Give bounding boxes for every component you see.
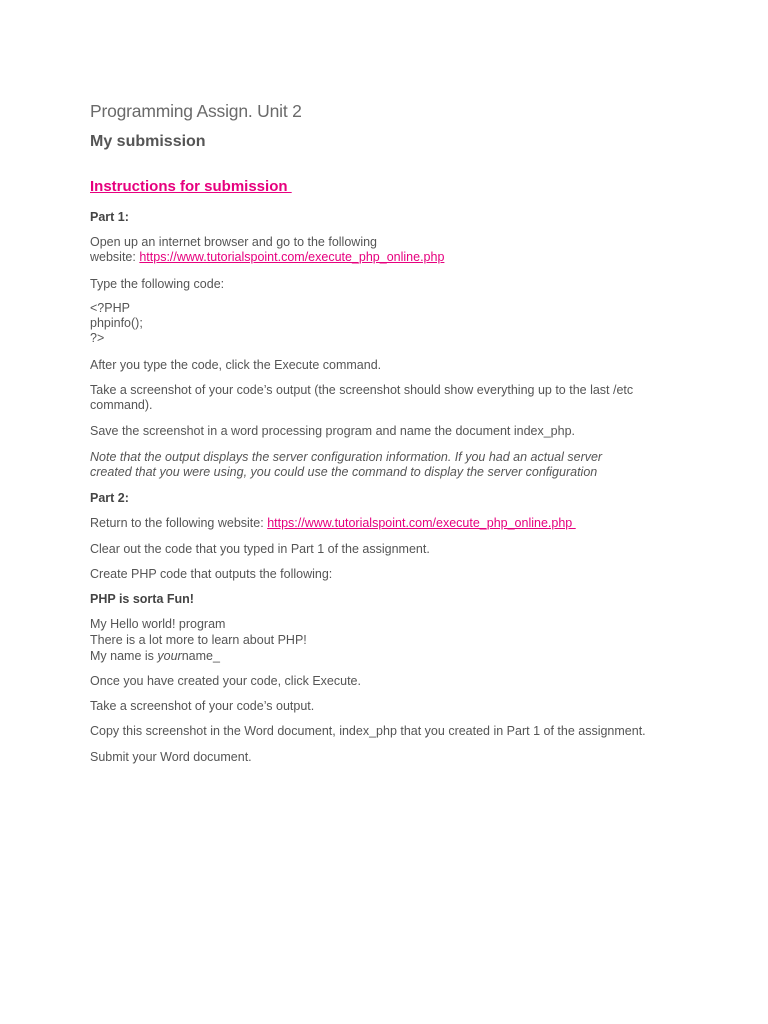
name-prefix: My name is bbox=[90, 649, 158, 663]
part1-screenshot-line1: Take a screenshot of your code’s output (the screenshot should show everything up to the last /etc bbox=[90, 383, 634, 397]
output-line-2: There is a lot more to learn about PHP! bbox=[90, 633, 307, 647]
document-subtitle: My submission bbox=[90, 133, 206, 150]
part2-heading: Part 2: bbox=[90, 491, 129, 505]
output-heading: PHP is sorta Fun! bbox=[90, 592, 194, 606]
part1-screenshot-line2: command). bbox=[90, 398, 153, 412]
part1-note-line2: created that you were using, you could use the command to display the server configuration bbox=[90, 465, 598, 479]
code-line-2: phpinfo(); bbox=[90, 316, 143, 330]
part1-open-browser-line1: Open up an internet browser and go to the following bbox=[90, 235, 377, 249]
part2-copy: Copy this screenshot in the Word document, index_php that you created in Part 1 of the assignment. bbox=[90, 724, 646, 738]
name-suffix: name_ bbox=[181, 649, 220, 663]
document-title: Programming Assign. Unit 2 bbox=[90, 101, 302, 121]
part1-save: Save the screenshot in a word processing program and name the document index_php. bbox=[90, 424, 576, 438]
return-label: Return to the following website: bbox=[90, 516, 268, 530]
code-line-3: ?> bbox=[90, 331, 105, 345]
output-line-1: My Hello world! program bbox=[90, 617, 226, 631]
part2-clear: Clear out the code that you typed in Part 1 of the assignment. bbox=[90, 542, 430, 556]
output-line-3 bbox=[90, 649, 220, 665]
name-italic-part: your bbox=[157, 649, 182, 663]
part1-type-code: Type the following code: bbox=[90, 277, 225, 291]
instructions-heading: Instructions for submission bbox=[90, 178, 292, 195]
part2-url-link[interactable]: https://www.tutorialspoint.com/execute_php_online.php bbox=[267, 516, 576, 530]
part1-url-link[interactable]: https://www.tutorialspoint.com/execute_php_online.php bbox=[139, 250, 445, 264]
part2-create: Create PHP code that outputs the following: bbox=[90, 567, 333, 581]
part2-screenshot: Take a screenshot of your code’s output. bbox=[90, 699, 315, 713]
part2-return bbox=[90, 516, 576, 532]
part1-heading: Part 1: bbox=[90, 210, 129, 224]
part1-note-line1: Note that the output displays the server configuration information. If you had an actual server bbox=[90, 450, 603, 464]
part2-submit: Submit your Word document. bbox=[90, 750, 252, 764]
part2-execute: Once you have created your code, click Execute. bbox=[90, 674, 361, 688]
website-label: website: bbox=[90, 250, 140, 264]
code-line-1: <?PHP bbox=[90, 301, 130, 315]
part1-open-browser-line2 bbox=[90, 250, 444, 266]
part1-after-type: After you type the code, click the Execute command. bbox=[90, 358, 382, 372]
